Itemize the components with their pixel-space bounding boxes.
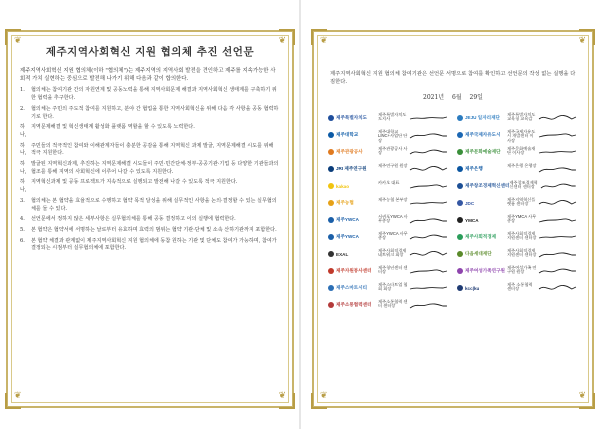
- declaration-item: [20, 179, 280, 194]
- signature-stroke: [408, 130, 449, 140]
- signatory-row: [457, 111, 578, 125]
- org-logo-text: kcc|ku: [465, 285, 480, 291]
- org-logo-text: 제주YWCA: [336, 217, 359, 222]
- org-representative: 제주연구원 원장: [378, 162, 408, 168]
- logo-mark-icon: [457, 115, 463, 121]
- item-text: 선언문에서 정하지 않은 세부사항은 실무협의체를 통해 공동 결정하고 이의 실행에 협력한다.: [31, 216, 236, 223]
- org-representative: 제주관광공사 사장: [378, 145, 408, 156]
- org-representative: 제주사회적경제 지원센터 센터장: [507, 247, 537, 258]
- handwritten-signature: [408, 249, 449, 259]
- org-logo-text: 제주소통협력센터: [336, 302, 372, 307]
- org-representative: 카카오 대표: [378, 179, 400, 185]
- flourish-icon: ❦: [320, 36, 328, 46]
- org-logo: [457, 198, 507, 209]
- org-logo-text: 제주국제자유도시: [465, 132, 501, 137]
- declaration-lead: 제주지역사회혁신 지원 협의체(이하 "협의체")는 제주지역의 지역사회 발전을 견인하고 제주를 지속가능한 사회적 가치 실현하는 중심으로 발전해 나가기 위해 다음과 같이 합의한다.: [20, 68, 276, 83]
- signature-intro: 제주지역사회혁신 지원 협의체 참여기관은 선언문 서명으로 참여를 확인하고 선언문의 작성 없는 실행을 다짐한다.: [330, 71, 576, 85]
- signature-stroke: [408, 198, 449, 208]
- org-logo-text: JEJU 일자리재단: [465, 115, 500, 120]
- org-logo: [457, 113, 507, 124]
- logo-mark-icon: [328, 132, 334, 138]
- logo-mark-icon: [457, 183, 463, 189]
- org-logo: [328, 130, 378, 141]
- handwritten-signature: [408, 232, 449, 242]
- org-logo-text: 제주자원봉사센터: [336, 268, 372, 273]
- org-representative: 제주 소통협력 센터장: [507, 281, 533, 292]
- item-text: 지역문제해결 및 혁신생태계 활성화 플랫폼 역할을 할 수 있도록 노력한다.: [31, 124, 195, 131]
- declaration-item: [20, 216, 280, 224]
- org-representative: 제주사회적경제 네트워크 회장: [378, 247, 407, 258]
- signature-stroke: [408, 215, 449, 225]
- handwritten-signature: [408, 283, 449, 293]
- signatory-row: [457, 281, 578, 295]
- signature-stroke: [408, 181, 449, 191]
- signature-stroke: [408, 249, 449, 259]
- flourish-icon: ❦: [278, 391, 286, 401]
- org-logo: [457, 130, 507, 141]
- logo-mark-icon: [457, 268, 463, 274]
- signatory-row: [328, 213, 449, 227]
- org-logo-text: 제주여성가족연구원: [465, 268, 505, 273]
- signatory-row: [328, 179, 449, 193]
- handwritten-signature: [408, 147, 449, 157]
- declaration-item: [20, 161, 280, 176]
- item-marker: 하나,: [20, 161, 27, 175]
- signature-stroke: [537, 215, 578, 225]
- org-logo: [328, 215, 378, 226]
- handwritten-signature: [539, 181, 578, 191]
- org-representative: 제주창조경제혁신센터 센터장: [509, 179, 538, 190]
- signature-content: [326, 42, 580, 398]
- item-text: 본 협약 체결과 관계없이 제주지역사회혁신 지원 협의체에 동참 원하는 기관 및 단체도 참여가 가능하며, 참여가 결정되는 시점부터 실무협의체에 포함한다.: [31, 237, 277, 252]
- signature-stroke: [408, 300, 449, 310]
- signatory-row: [328, 128, 449, 142]
- org-representative: 제주YMCA 사무총장: [507, 213, 537, 224]
- handwritten-signature: [408, 215, 449, 225]
- logo-mark-icon: [457, 251, 463, 257]
- org-logo: [328, 113, 378, 124]
- declaration-content: [20, 42, 280, 398]
- logo-mark-icon: [328, 217, 334, 223]
- declaration-page: [6, 30, 294, 408]
- org-representative: 제주대학교 LINC+사업단 단장: [378, 128, 408, 144]
- org-logo-text: 제주문화예술재단: [465, 149, 501, 154]
- org-logo: [457, 164, 507, 175]
- logo-mark-icon: [457, 234, 463, 240]
- signatory-row: [457, 230, 578, 244]
- signatory-row: [328, 264, 449, 278]
- handwritten-signature: [537, 266, 578, 276]
- handwritten-signature: [408, 181, 449, 191]
- signatory-row: [328, 247, 449, 261]
- handwritten-signature: [537, 232, 578, 242]
- declaration-item: [20, 124, 280, 139]
- handwritten-signature: [537, 283, 578, 293]
- signatory-row: [457, 196, 578, 210]
- org-logo: [457, 215, 507, 226]
- flourish-icon: ❦: [578, 36, 586, 46]
- org-logo-text: JDC: [465, 200, 475, 206]
- signature-stroke: [539, 181, 578, 191]
- org-representative: 제주여성가족 연구원 원장: [507, 264, 537, 275]
- item-text: 협의체는 본 협약을 효율적으로 수행하고 협약 목적 달성을 위해 실무적인 사항을 논의·결정할 수 있는 실무협의체를 둘 수 있다.: [31, 197, 277, 212]
- logo-mark-icon: [328, 268, 334, 274]
- org-logo: [457, 147, 507, 158]
- handwritten-signature: [408, 300, 449, 310]
- org-logo-text: 제주사회적경제: [465, 234, 497, 239]
- item-marker: 1.: [20, 87, 25, 94]
- flourish-icon: ❦: [14, 36, 22, 46]
- signature-stroke: [537, 232, 578, 242]
- signature-page: [312, 30, 594, 408]
- declaration-item: [20, 106, 280, 121]
- handwritten-signature: [537, 249, 578, 259]
- declaration-item: [20, 238, 280, 253]
- handwritten-signature: [408, 164, 449, 174]
- item-text: 본 협약은 협약서에 서명하는 날로부터 유효하며 효력의 범위는 협약 기관·단체 및 소속 산하기관까지 포함한다.: [31, 226, 277, 233]
- org-logo-text: kakao: [336, 183, 350, 189]
- org-logo: [457, 283, 507, 294]
- declaration-item: [20, 198, 280, 213]
- handwritten-signature: [537, 215, 578, 225]
- org-logo-text: 제주농협: [336, 200, 354, 205]
- logo-mark-icon: [457, 217, 463, 223]
- page-gutter: [299, 0, 301, 429]
- declaration-item: [20, 227, 280, 235]
- signature-stroke: [408, 164, 449, 174]
- org-representative: 제주특별자치도 도지사: [378, 111, 407, 122]
- item-marker: 하나,: [20, 124, 27, 138]
- signature-stroke: [408, 113, 449, 123]
- item-text: 지역혁신과제 및 공동 프로젝트가 지속적으로 실행되고 발전해 나갈 수 있도록 적극 지원한다.: [31, 179, 238, 186]
- org-logo-text: JRI 제주연구원: [336, 166, 367, 171]
- signature-stroke: [537, 164, 578, 174]
- signature-stroke: [537, 266, 578, 276]
- org-logo-text: 제주은행: [465, 166, 483, 171]
- frame-corner-ornament: [579, 29, 595, 45]
- org-representative: 제주농협 본부장: [378, 196, 408, 202]
- item-text: 협의체는 참여기관 간의 자원연계 및 공동노력을 통해 지역사회문제 해결과 지역사회혁신 생태계를 구축하기 위한 협력을 추구한다.: [31, 87, 277, 102]
- item-text: 주민들의 적극적인 참여와 이해관계자들이 충분한 공감을 통해 지역혁신 과제 발굴, 지역문제해결 시도를 위해 적극 지원한다.: [31, 142, 274, 157]
- org-logo-text: 제주YWCA: [336, 234, 359, 239]
- org-representative: 제주스타트업 협회 회장: [378, 281, 408, 292]
- org-representative: 제주국제자유도시 개발센터 이사장: [507, 128, 536, 144]
- logo-mark-icon: [457, 200, 463, 206]
- signatory-row: [328, 111, 449, 125]
- signature-stroke: [408, 283, 449, 293]
- signature-stroke: [408, 266, 449, 276]
- org-logo-text: 다음세대재단: [465, 251, 492, 256]
- handwritten-signature: [408, 266, 449, 276]
- org-representative: 제주사회적경제 지원센터 센터장: [507, 230, 537, 241]
- signatory-row: [328, 162, 449, 176]
- item-marker: 하나,: [20, 142, 27, 157]
- org-representative: 제주지역혁신플랫폼 센터장: [507, 196, 536, 207]
- handwritten-signature: [408, 198, 449, 208]
- signatory-row: [457, 145, 578, 159]
- signature-stroke: [537, 147, 578, 157]
- org-representative: 제주특별자치도교육청 교육감: [507, 111, 536, 122]
- signatory-row: [328, 281, 449, 295]
- logo-mark-icon: [457, 285, 463, 291]
- logo-mark-icon: [457, 166, 463, 172]
- item-marker: 2.: [20, 105, 25, 112]
- handwritten-signature: [537, 147, 578, 157]
- item-marker: 5.: [20, 226, 25, 233]
- declaration-items: [20, 87, 280, 253]
- org-logo-text: 제주대학교: [336, 132, 359, 137]
- org-logo-text: 제주관광공사: [336, 149, 363, 154]
- item-marker: 3.: [20, 197, 25, 204]
- org-logo: [328, 266, 378, 277]
- logo-mark-icon: [328, 285, 334, 291]
- org-logo: [457, 249, 507, 260]
- org-logo: [328, 249, 378, 260]
- signature-stroke: [537, 113, 578, 123]
- handwritten-signature: [537, 164, 578, 174]
- item-marker: 4.: [20, 216, 25, 223]
- org-logo: [328, 181, 378, 192]
- logo-mark-icon: [457, 132, 463, 138]
- handwritten-signature: [537, 130, 578, 140]
- logo-mark-icon: [328, 302, 334, 308]
- org-representative: 제주YWCA 사무총장: [378, 230, 408, 241]
- signature-stroke: [537, 283, 578, 293]
- signature-stroke: [537, 249, 578, 259]
- signature-stroke: [408, 147, 449, 157]
- signatory-row: [457, 128, 578, 142]
- org-logo: [457, 232, 507, 243]
- signatory-row: [328, 145, 449, 159]
- logo-mark-icon: [328, 234, 334, 240]
- signature-stroke: [537, 130, 578, 140]
- item-text: 협의체는 주민의 주도적 참여를 지원하고, 분야 간 협업을 통한 지역사회혁신을 위해 다음 각 사항을 공동 협력하기로 한다.: [31, 105, 279, 120]
- logo-mark-icon: [457, 149, 463, 155]
- org-representative: 제주소통협력 센터 센터장: [378, 298, 408, 309]
- signature-date: 2021년 6월 29일: [423, 94, 483, 101]
- frame-corner-ornament: [311, 29, 327, 45]
- org-logo-text: EXAL: [336, 251, 349, 257]
- org-logo: [328, 147, 378, 158]
- declaration-title: 제주지역사회혁신 지원 협의체 추진 선언문: [45, 46, 255, 58]
- frame-corner-ornament: [311, 393, 327, 409]
- org-logo: [328, 164, 378, 175]
- org-logo-text: 제주특별자치도: [336, 115, 368, 120]
- item-marker: 하나,: [20, 179, 27, 194]
- frame-corner-ornament: [5, 29, 21, 45]
- signatory-row: [457, 162, 578, 176]
- signatory-row: [457, 247, 578, 261]
- logo-mark-icon: [328, 183, 334, 189]
- org-representative: 제주은행 은행장: [507, 162, 537, 168]
- signatory-grid: [326, 111, 580, 312]
- org-logo: [328, 232, 378, 243]
- logo-mark-icon: [328, 149, 334, 155]
- flourish-icon: ❦: [278, 36, 286, 46]
- signature-stroke: [537, 198, 578, 208]
- org-logo: [457, 181, 509, 192]
- org-representative: 제주청년센터 센터장: [378, 264, 408, 275]
- handwritten-signature: [537, 198, 578, 208]
- logo-mark-icon: [328, 115, 334, 121]
- signatory-row: [457, 264, 578, 278]
- frame-corner-ornament: [579, 393, 595, 409]
- flourish-icon: ❦: [320, 391, 328, 401]
- logo-mark-icon: [328, 166, 334, 172]
- signatory-row: [328, 196, 449, 210]
- org-logo-text: YMCA: [465, 217, 479, 223]
- signatory-row: [457, 179, 578, 193]
- org-logo: [328, 283, 378, 294]
- item-marker: 6.: [20, 237, 25, 244]
- org-logo: [328, 300, 378, 311]
- frame-corner-ornament: [279, 393, 295, 409]
- org-representative: 서귀포YWCA 사무총장: [378, 213, 408, 224]
- signatory-row: [328, 230, 449, 244]
- item-text: 발굴된 지역혁신과제, 추진하는 지역문제해결 시도들이 주민·민간단체·정부·공공기관·기업 등 다양한 기관들과의 협조를 통해 지역의 사회혁신에 이루어 나갈 수 있도록 지원한다.: [31, 161, 279, 175]
- handwritten-signature: [408, 130, 449, 140]
- signatory-row: [328, 298, 449, 312]
- org-logo-text: 제주창조경제혁신센터: [465, 183, 510, 188]
- signature-stroke: [408, 232, 449, 242]
- logo-mark-icon: [328, 251, 334, 257]
- handwritten-signature: [408, 113, 449, 123]
- declaration-item: [20, 87, 280, 102]
- org-logo: [457, 266, 507, 277]
- declaration-item: [20, 143, 280, 158]
- logo-mark-icon: [328, 200, 334, 206]
- org-representative: 제주문화예술재단 이사장: [507, 145, 536, 156]
- flourish-icon: ❦: [578, 391, 586, 401]
- signatory-row: [457, 213, 578, 227]
- org-logo-text: 제주스마트시티: [336, 285, 368, 290]
- flourish-icon: ❦: [14, 391, 22, 401]
- org-logo: [328, 198, 378, 209]
- handwritten-signature: [537, 113, 578, 123]
- frame-corner-ornament: [5, 393, 21, 409]
- frame-corner-ornament: [279, 29, 295, 45]
